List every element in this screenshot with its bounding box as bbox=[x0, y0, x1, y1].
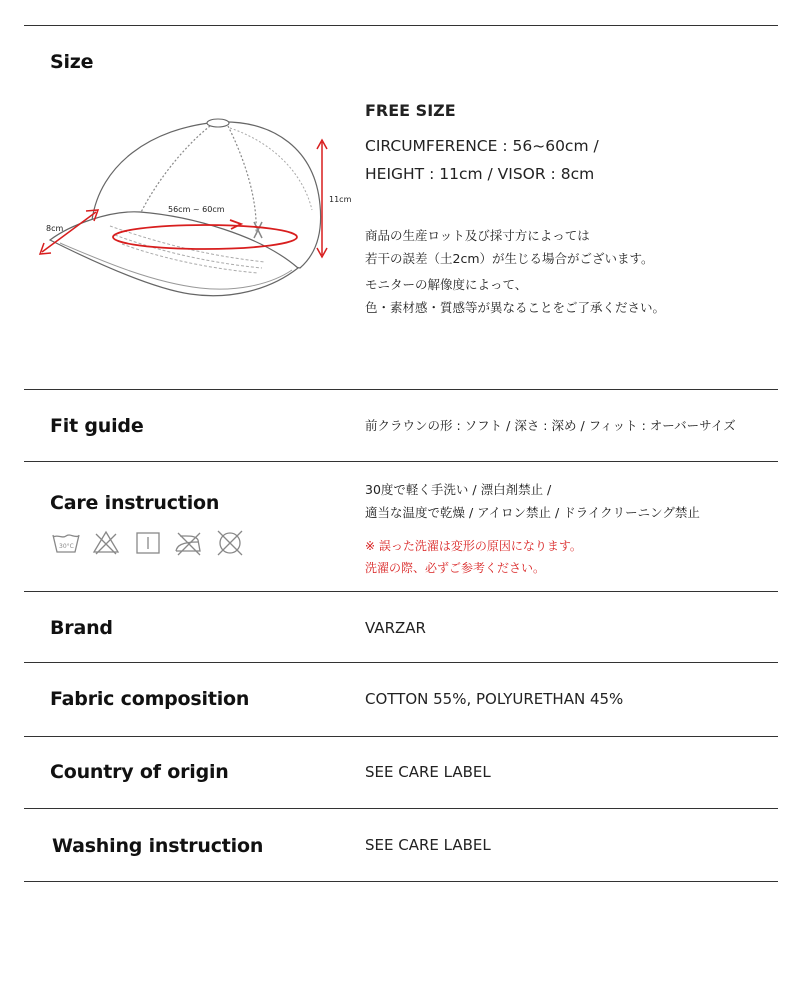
free-size-title: FREE SIZE bbox=[365, 101, 456, 120]
no-iron-icon bbox=[176, 533, 200, 555]
measure-line-2: HEIGHT : 11cm / VISOR : 8cm bbox=[365, 165, 595, 183]
fit-guide-label: Fit guide bbox=[50, 415, 144, 437]
hang-dry-icon bbox=[137, 533, 159, 553]
care-warning-line-1: ※ 誤った洗濯は変形の原因になります。 bbox=[365, 539, 582, 553]
divider-size bbox=[24, 389, 778, 390]
size-label: Size bbox=[50, 51, 94, 73]
cap-size-diagram bbox=[30, 110, 360, 315]
fabric-composition-value: COTTON 55%, POLYURETHAN 45% bbox=[365, 690, 624, 708]
wash-temp-text: 30°C bbox=[59, 543, 74, 550]
care-line-2: 適当な温度で乾燥 / アイロン禁止 / ドライクリーニング禁止 bbox=[365, 505, 700, 520]
washing-instruction-label: Washing instruction bbox=[52, 835, 264, 857]
divider-top bbox=[24, 25, 778, 26]
divider-washing bbox=[24, 881, 778, 882]
no-dry-clean-icon bbox=[218, 531, 242, 555]
hand-wash-icon bbox=[53, 535, 79, 552]
divider-care bbox=[24, 591, 778, 592]
visor-label: 8cm bbox=[46, 224, 64, 233]
circumference-label: 56cm ~ 60cm bbox=[168, 205, 225, 214]
brand-value: VARZAR bbox=[365, 619, 426, 637]
fit-guide-value: 前クラウンの形 : ソフト / 深さ : 深め / フィット : オーバーサイズ bbox=[365, 418, 736, 433]
care-line-1: 30度で軽く手洗い / 漂白剤禁止 / bbox=[365, 482, 552, 497]
divider-brand bbox=[24, 662, 778, 663]
size-note-1-line-1: 商品の生産ロット及び採寸方によっては bbox=[365, 228, 590, 243]
country-of-origin-label: Country of origin bbox=[50, 761, 229, 783]
size-note-1-line-2: 若干の誤差（土2cm）が生じる場合がございます。 bbox=[365, 251, 654, 266]
size-note-2 bbox=[365, 273, 665, 319]
country-of-origin-value: SEE CARE LABEL bbox=[365, 763, 491, 781]
divider-origin bbox=[24, 808, 778, 809]
care-instruction-label: Care instruction bbox=[50, 492, 220, 514]
size-note-1 bbox=[365, 224, 654, 270]
divider-fabric bbox=[24, 736, 778, 737]
no-bleach-icon bbox=[94, 532, 118, 554]
care-warning bbox=[365, 535, 582, 579]
size-note-2-line-1: モニターの解像度によって、 bbox=[365, 277, 528, 292]
care-icons bbox=[50, 527, 250, 557]
care-warning-line-2: 洗濯の際、必ずご参考ください。 bbox=[365, 561, 546, 575]
washing-instruction-value: SEE CARE LABEL bbox=[365, 836, 491, 854]
height-label: 11cm bbox=[329, 195, 352, 204]
size-note-2-line-2: 色・素材感・質感等が異なることをご了承ください。 bbox=[365, 300, 666, 315]
brand-label: Brand bbox=[50, 617, 113, 639]
care-text bbox=[365, 478, 700, 524]
fabric-composition-label: Fabric composition bbox=[50, 688, 250, 710]
divider-fit bbox=[24, 461, 778, 462]
measure-line-1: CIRCUMFERENCE : 56~60cm / bbox=[365, 137, 599, 155]
